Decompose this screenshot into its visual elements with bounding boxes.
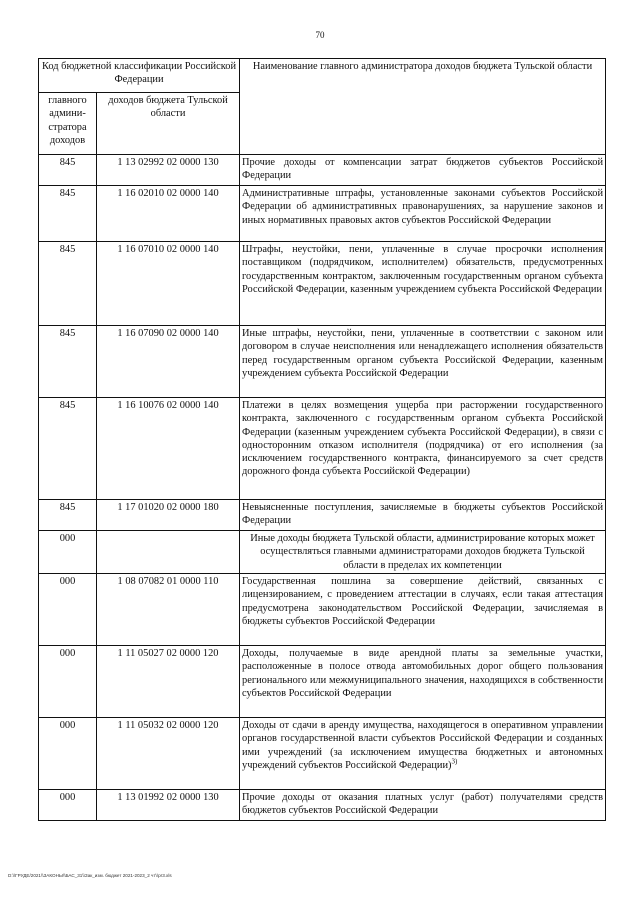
table-row bbox=[39, 398, 606, 500]
income-name-text: Доходы от сдачи в аренду имущества, находящегося в оперативном управлении органов государственной власти субъектов Российской Федерации и созданных ими учреждений (за исключением имущества бюджетных и автономных учреждений субъектов Российской Федерации) bbox=[242, 720, 604, 771]
table-row bbox=[39, 531, 606, 574]
admin-code: 845 bbox=[39, 155, 97, 186]
table-row bbox=[39, 790, 606, 821]
file-path-footer: D:\\ГРУДЕ/2021\\ЗАКОНЫ\\БАС_31\\Зак_изм. бюджет 2021-2023_2 чт\\pr3.xls bbox=[8, 873, 172, 878]
income-name: Доходы, получаемые в виде арендной платы за земельные участки, расположенные в полосе отвода автомобильных дорог общего пользования регионального или межмуниципального значения, находящихся в собственности субъектов Российской Федерации bbox=[240, 646, 606, 718]
income-code: 1 16 07090 02 0000 140 bbox=[97, 326, 240, 398]
admin-code: 000 bbox=[39, 646, 97, 718]
header-row bbox=[39, 59, 606, 93]
income-column-header: доходов бюджета Тульской области bbox=[97, 93, 240, 155]
income-code bbox=[97, 531, 240, 574]
income-name: Иные штрафы, неустойки, пени, уплаченные в соответствии с законом или договором в случае неисполнения или ненадлежащего исполнения обязательств перед государственным органом субъекта Российской Федерации, казенным учреждением субъекта Российской Федерации bbox=[240, 326, 606, 398]
income-name: Государственная пошлина за совершение действий, связанных с лицензированием, с проведением аттестации в случаях, если такая аттестация предусмотрена законодательством Российской Федерации, зачисляемая в бюджеты субъектов Российской Федерации bbox=[240, 574, 606, 646]
income-code: 1 16 10076 02 0000 140 bbox=[97, 398, 240, 500]
income-name: Невыясненные поступления, зачисляемые в бюджеты субъектов Российской Федерации bbox=[240, 500, 606, 531]
code-group-header: Код бюджетной классификации Российской Федерации bbox=[39, 59, 240, 93]
table-row bbox=[39, 718, 606, 790]
income-code: 1 11 05032 02 0000 120 bbox=[97, 718, 240, 790]
income-name: Иные доходы бюджета Тульской области, администрирование которых может осуществляться главными администраторами доходов бюджета Тульской области в пределах их компетенции bbox=[240, 531, 606, 574]
table-row bbox=[39, 242, 606, 326]
page-number: 70 bbox=[315, 30, 325, 40]
table-row bbox=[39, 326, 606, 398]
footnote-marker: 3) bbox=[451, 757, 458, 766]
admin-code: 845 bbox=[39, 326, 97, 398]
income-code: 1 13 01992 02 0000 130 bbox=[97, 790, 240, 821]
income-name: Штрафы, неустойки, пени, уплаченные в случае просрочки исполнения поставщиком (подрядчиком, исполнителем) обязательств, предусмотренных государственным контрактом, заключенным государственным органом субъекта Российской Федерации, казенным учреждением субъекта Российской Федерации bbox=[240, 242, 606, 326]
income-code: 1 11 05027 02 0000 120 bbox=[97, 646, 240, 718]
income-code: 1 16 07010 02 0000 140 bbox=[97, 242, 240, 326]
name-column-header: Наименование главного администратора доходов бюджета Тульской области bbox=[240, 59, 606, 155]
admin-code: 000 bbox=[39, 790, 97, 821]
admin-code: 845 bbox=[39, 398, 97, 500]
admin-code: 000 bbox=[39, 531, 97, 574]
income-name bbox=[240, 718, 606, 790]
income-code: 1 16 02010 02 0000 140 bbox=[97, 186, 240, 242]
admin-code: 000 bbox=[39, 718, 97, 790]
income-name: Платежи в целях возмещения ущерба при расторжении государственного контракта, заключенного с государственным органом субъекта Российской Федерации (казенным учреждением субъекта Российской Федерации), в связи с односторонним отказом исполнителя (подрядчика) от его исполнения (за исключением государственного контракта, финансируемого за счет средств дорожного фонда субъекта Российской Федерации) bbox=[240, 398, 606, 500]
admin-code: 845 bbox=[39, 500, 97, 531]
admin-column-header: главного админи-стратора доходов bbox=[39, 93, 97, 155]
budget-income-table bbox=[38, 58, 606, 821]
table-row bbox=[39, 574, 606, 646]
admin-code: 000 bbox=[39, 574, 97, 646]
admin-code: 845 bbox=[39, 186, 97, 242]
income-code: 1 17 01020 02 0000 180 bbox=[97, 500, 240, 531]
admin-code: 845 bbox=[39, 242, 97, 326]
income-code: 1 13 02992 02 0000 130 bbox=[97, 155, 240, 186]
table-row bbox=[39, 186, 606, 242]
income-name: Прочие доходы от компенсации затрат бюджетов субъектов Российской Федерации bbox=[240, 155, 606, 186]
table-row bbox=[39, 155, 606, 186]
table-row bbox=[39, 500, 606, 531]
table-row bbox=[39, 646, 606, 718]
income-code: 1 08 07082 01 0000 110 bbox=[97, 574, 240, 646]
income-name: Прочие доходы от оказания платных услуг (работ) получателями средств бюджетов субъектов Российской Федерации bbox=[240, 790, 606, 821]
income-name: Административные штрафы, установленные законами субъектов Российской Федерации об административных правонарушениях, за нарушение законов и иных нормативных правовых актов субъектов Российской Федерации bbox=[240, 186, 606, 242]
